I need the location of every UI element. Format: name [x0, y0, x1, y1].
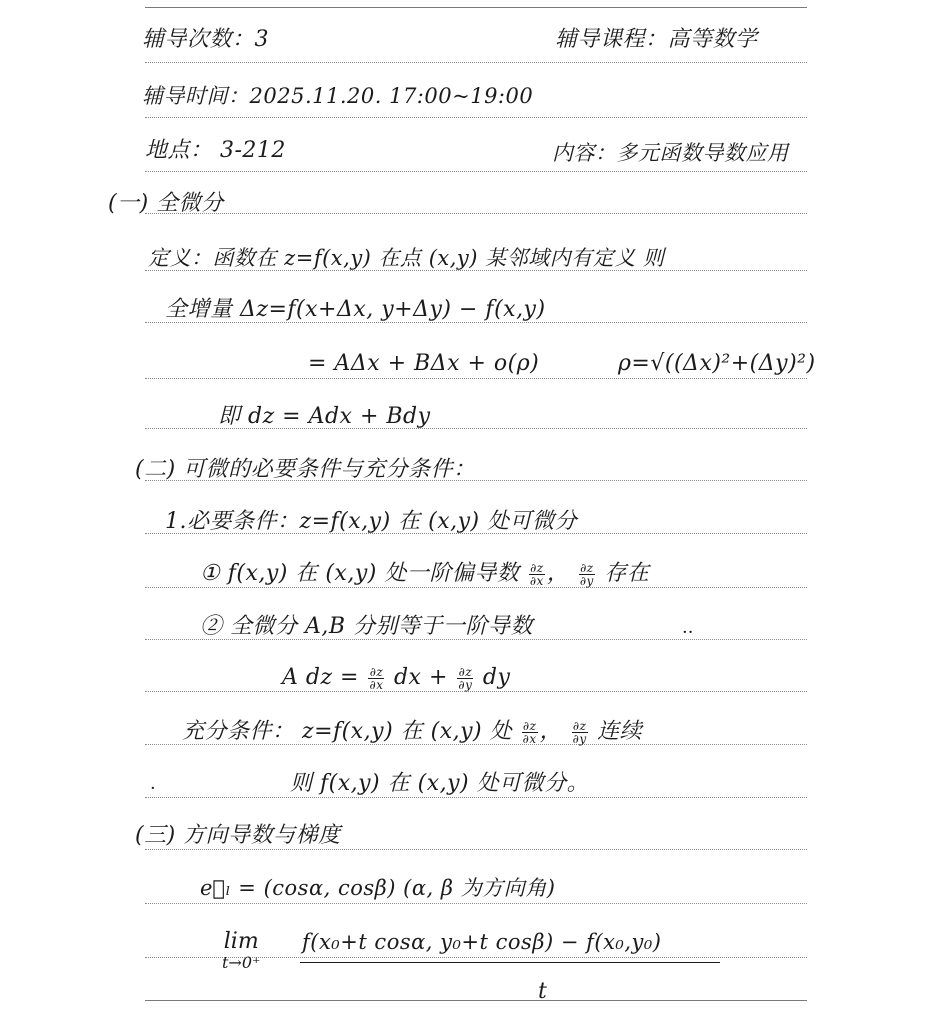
ruled-line — [145, 62, 807, 63]
partial-z-over-x: $\frac{\partial z}{\partial x}$ — [522, 718, 537, 746]
ruled-line — [145, 903, 807, 904]
section-heading: (二) 可微的必要条件与充分条件： — [135, 457, 476, 482]
fraction-bar — [300, 962, 720, 963]
partial-z-over-y: $\frac{\partial z}{\partial y}$ — [572, 718, 587, 746]
stray-mark: · — [150, 778, 156, 799]
condition-item-1-text: ① f(x,y) 在 (x,y) 处一阶偏导数 — [200, 561, 520, 586]
ruled-line — [145, 1000, 807, 1001]
partial-z-over-x: $\frac{\partial z}{\partial x}$ — [529, 560, 544, 588]
condition-item-2: ② 全微分 A,B 分别等于一阶导数 — [200, 614, 534, 639]
total-increment: 全增量 Δz=f(x+Δx, y+Δy) − f(x,y) — [165, 297, 546, 322]
total-differential: 即 dz = Adx + Bdy — [218, 404, 431, 429]
difference-quotient-denominator: t — [538, 979, 548, 1004]
stray-mark: ·· — [682, 622, 694, 643]
sufficient-condition: 充分条件： z=f(x,y) 在 (x,y) 处 $\frac{\partial z}{\partial x}$ ， $\frac{\partial z}{\partial y}$ 连续 — [182, 718, 643, 746]
ruled-line — [145, 7, 807, 8]
differentiability-conclusion: 则 f(x,y) 在 (x,y) 处可微分。 — [290, 771, 590, 796]
condition-item-1: ① f(x,y) 在 (x,y) 处一阶偏导数 $\frac{\partial z}{\partial x}$ ， $\frac{\partial z}{\partial y}$ 存在 — [200, 560, 650, 588]
ruled-line — [145, 378, 807, 379]
ruled-line — [145, 213, 807, 214]
session-content: 内容：多元函数导数应用 — [552, 141, 789, 165]
difference-quotient-numerator: f(x₀+t cosα, y₀+t cosβ) − f(x₀,y₀) — [302, 930, 662, 954]
session-count: 辅导次数：3 — [142, 27, 269, 52]
location: 地点： 3-212 — [145, 138, 286, 163]
partial-z-over-x: $\frac{\partial z}{\partial x}$ — [369, 664, 384, 692]
condition-item-1-tail: 存在 — [604, 561, 650, 586]
differential-formula: A dz = $\frac{\partial z}{\partial x}$ dx + $\frac{\partial z}{\partial y}$ dy — [282, 664, 511, 692]
ruled-line — [145, 117, 807, 118]
limit-operator: lim t→0⁺ — [222, 929, 261, 972]
necessary-condition: 1.必要条件：z=f(x,y) 在 (x,y) 处可微分 — [165, 509, 578, 534]
section-heading: (三) 方向导数与梯度 — [135, 823, 341, 848]
course-name: 辅导课程：高等数学 — [555, 27, 758, 52]
increment-expansion: = AΔx + BΔx + o(ρ) — [308, 351, 540, 376]
session-time: 辅导时间：2025.11.20. 17:00~19:00 — [142, 84, 534, 108]
rho-definition: ρ=√((Δx)²+(Δy)²) — [618, 351, 816, 376]
direction-vector: e⃗ₗ = (cosα, cosβ) (α, β 为方向角) — [200, 876, 556, 900]
partial-z-over-y: $\frac{\partial z}{\partial y}$ — [579, 560, 594, 588]
definition-text: 定义：函数在 z=f(x,y) 在点 (x,y) 某邻域内有定义 则 — [148, 246, 665, 270]
section-heading: (一) 全微分 — [108, 191, 224, 216]
partial-z-over-y: $\frac{\partial z}{\partial y}$ — [458, 664, 473, 692]
ruled-line — [145, 171, 807, 172]
